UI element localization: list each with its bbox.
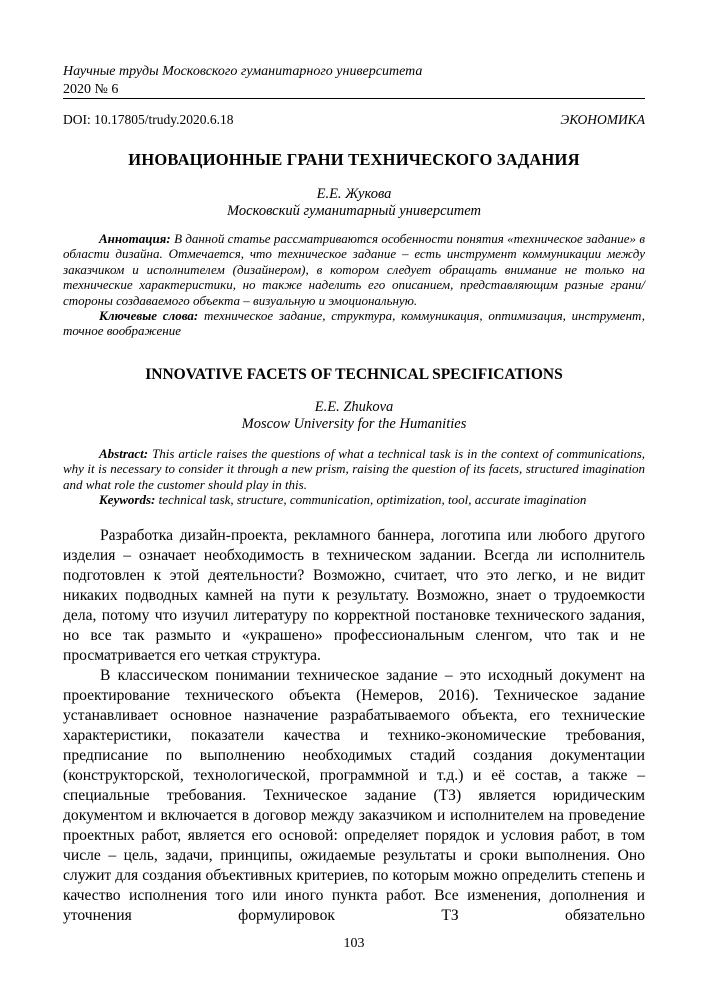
section-label: ЭКОНОМИКА [560,112,645,127]
doi-text: DOI: 10.17805/trudy.2020.6.18 [63,112,234,127]
keywords-label-en: Keywords: [99,492,156,508]
author-block-en [63,399,645,433]
keywords-en [63,492,645,507]
abstract-label-en: Abstract: [99,446,149,461]
abstract-ru [63,231,645,308]
abstract-label-ru: Аннотация: [99,231,171,246]
author-name-en: E.E. Zhukova [314,399,394,415]
abstract-block-ru [63,231,645,339]
article-title-ru: ИНОВАЦИОННЫЕ ГРАНИ ТЕХНИЧЕСКОГО ЗАДАНИЯ [128,150,580,169]
affiliation-en: Moscow University for the Humanities [241,416,467,432]
keywords-text-ru: техническое задание, структура, коммуникация, оптимизация, инструмент, точное воображение [63,308,645,339]
article-title-en: INNOVATIVE FACETS OF TECHNICAL SPECIFICATIONS [145,366,563,383]
abstract-en [63,446,645,492]
abstract-text-en: This article raises the questions of what a technical task is in the context of communications, why it is necessary to consider it through a new prism, raising the question of its facets, structured imagination and what role the customer should play in this. [63,446,646,492]
abstract-text-ru: В данной статье рассматриваются особенности понятия «техническое задание» в области дизайна. Отмечается, что техническое задание – есть инструмент коммуникации между заказчиком и исполнителем (дизайнером), в котором следует обращать внимание не только на технические характеристики, но также наделить его описанием, представляющим разные грани/стороны создаваемого объекта – визуальную и эмоциональную. [63,231,645,308]
journal-issue: 2020 № 6 [63,81,119,97]
header-divider [63,98,645,99]
journal-title: Научные труды Московского гуманитарного университета [63,64,423,79]
body-paragraph: В классическом понимании техническое задание – это исходный документ на проектирование технического объекта (Немеров, 2016). Техническое задание устанавливает основное назначение разрабатываемого объекта, его технические характеристики, показатели качества и технико-экономические требования, предписание по выполнению необходимых стадий создания документации (конструкторской, технологической, программной и т.д.) и её состав, а также – специальные требования. Техническое задание (ТЗ) является юридическим документом и включается в договор между заказчиком и исполнителем на проведение проектных работ, является его основой: определяет порядок и условия работ, в том числе – цель, задачи, принципы, ожидаемые результаты и сроки выполнения. Оно служит для создания объективных критериев, по которым можно определить степень и качество исполнения того или иного пункта работ. Все изменения, дополнения и уточнения формулировок ТЗ обязательно [63,667,645,924]
affiliation-ru: Московский гуманитарный университет [227,203,481,219]
keywords-label-ru: Ключевые слова: [99,308,199,324]
keywords-ru [63,308,645,339]
article-body [63,526,645,926]
body-paragraph: Разработка дизайн-проекта, рекламного баннера, логотипа или любого другого изделия – означает необходимость в техническом задании. Всегда ли исполнитель подготовлен к этой деятельности? Возможно, считает, что это легко, и не видит никаких подводных камней на пути к результату. Возможно, знает о трудоемкости дела, потому что изучил литературу по корректной постановке технического задания, но все так размыто и «украшено» профессиональным сленгом, что так и не просматривается его четкая структура. [63,527,645,664]
page-number: 103 [343,936,365,951]
meta-row [63,112,645,128]
keywords-text-en: technical task, structure, communication, optimization, tool, accurate imagination [158,492,587,508]
author-block-ru [63,186,645,220]
abstract-block-en [63,446,645,508]
author-name-ru: Е.Е. Жукова [316,186,392,202]
journal-header [63,63,645,98]
